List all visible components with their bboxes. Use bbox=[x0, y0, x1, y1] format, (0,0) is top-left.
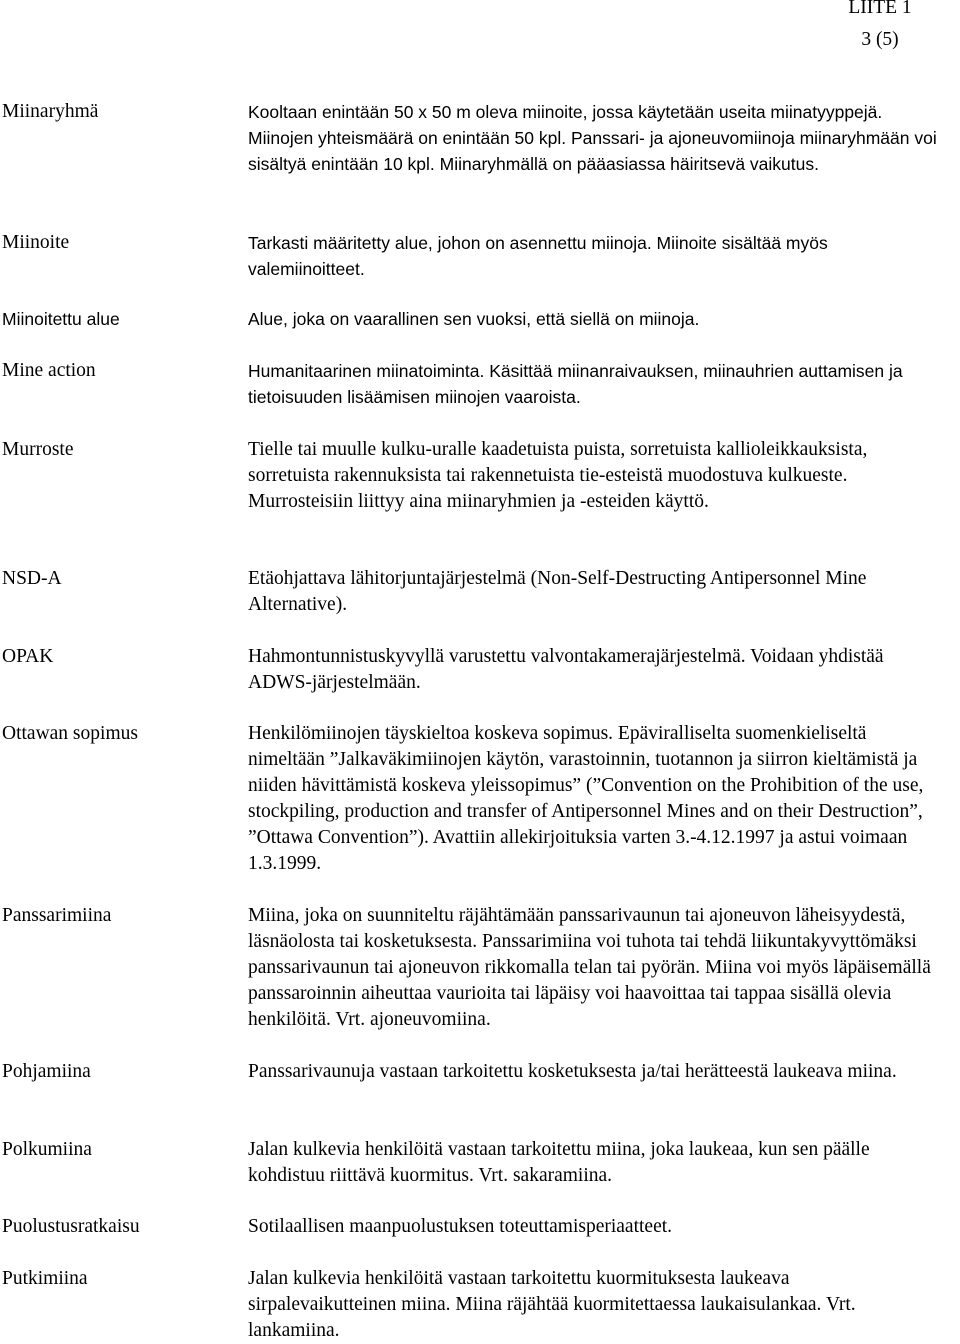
glossary-definition: Humanitaarinen miinatoiminta. Käsittää miinanraivauksen, miinauhrien auttamisen ja tietoisuuden lisäämisen miinojen vaaroista. bbox=[248, 361, 903, 407]
glossary-definition: Sotilaallisen maanpuolustuksen toteuttamisperiaatteet. bbox=[248, 1216, 673, 1237]
glossary-definition: Kooltaan enintään 50 x 50 m oleva miinoite, jossa käytetään useita miinatyyppejä. Miinojen yhteismäärä on enintään 50 kpl. Panssari- ja ajoneuvomiinoja miinaryhmään voi sisältyä enintään 10 kpl. Miinaryhmällä on pääasiassa häiritsevä vaikutus. bbox=[248, 102, 937, 174]
page-header bbox=[820, 0, 940, 56]
glossary-term: OPAK bbox=[2, 646, 54, 667]
glossary-definition: Henkilömiinojen täyskieltoa koskeva sopimus. Epäviralliselta suomenkieliseltä nimeltään ”Jalkaväkimiinojen käytön, varastoinnin, tuotannon ja siirron kieltämistä ja niiden hävittämistä koskeva yleissopimus” (”Convention on the Prohibition of the use, stockpiling, production and transfer of Antipersonnel Mines and on their Destruction”, ”Ottawa Convention”). Avattiin allekirjoituksia varten 3.-4.12.1997 ja astui voimaan 1.3.1999. bbox=[248, 723, 924, 874]
glossary-term: Puolustusratkaisu bbox=[2, 1216, 140, 1237]
glossary-definition: Alue, joka on vaarallinen sen vuoksi, että siellä on miinoja. bbox=[248, 309, 700, 329]
glossary-term: Miinoite bbox=[2, 232, 70, 253]
glossary-definition: Jalan kulkevia henkilöitä vastaan tarkoitettu kuormituksesta laukeava sirpalevaikutteinen miina. Miina räjähtää kuormitettaessa laukaisulankaa. Vrt. lankamiina. bbox=[248, 1268, 856, 1341]
glossary-term: Putkimiina bbox=[2, 1268, 88, 1289]
glossary-term: Pohjamiina bbox=[2, 1061, 91, 1082]
glossary-term: Mine action bbox=[2, 360, 96, 381]
glossary-term: Miinoitettu alue bbox=[2, 309, 120, 329]
glossary-term: Panssarimiina bbox=[2, 905, 112, 926]
glossary-definition: Etäohjattava lähitorjuntajärjestelmä (Non-Self-Destructing Antipersonnel Mine Alternative). bbox=[248, 568, 867, 615]
page-number: 3 (5) bbox=[861, 29, 899, 50]
glossary-definition: Jalan kulkevia henkilöitä vastaan tarkoitettu miina, joka laukeaa, kun sen päälle kohdistuu riittävä kuormitus. Vrt. sakaramiina. bbox=[248, 1139, 870, 1186]
glossary-definition: Miina, joka on suunniteltu räjähtämään panssarivaunun tai ajoneuvon läheisyydestä, läsnäolosta tai kosketuksesta. Panssarimiina voi tuhota tai tehdä liikuntakyvyttömäksi panssarivaunun tai ajoneuvon rikkomalla telan tai pyörän. Miina voi myös läpäisemällä panssaroinnin aiheuttaa vaurioita tai läpäisy voi haavoittaa tai tappaa sisällä olevia henkilöitä. Vrt. ajoneuvomiina. bbox=[248, 905, 931, 1030]
glossary-definition: Tielle tai muulle kulku-uralle kaadetuista puista, sorretuista kallioleikkauksista, sorretuista rakennuksista tai rakennetuista tie-esteistä muodostuva kulkueste. Murrosteisiin liittyy aina miinaryhmien ja -esteiden käyttö. bbox=[248, 439, 868, 512]
glossary-term: NSD-A bbox=[2, 568, 62, 589]
appendix-label: LIITE 1 bbox=[848, 0, 912, 18]
glossary-term: Murroste bbox=[2, 439, 74, 460]
glossary-definition: Tarkasti määritetty alue, johon on asennettu miinoja. Miinoite sisältää myös valemiinoitteet. bbox=[248, 233, 828, 279]
glossary-definition: Panssarivaunuja vastaan tarkoitettu kosketuksesta ja/tai herätteestä laukeava miina. bbox=[248, 1061, 897, 1082]
glossary-definition: Hahmontunnistuskyvyllä varustettu valvontakamerajärjestelmä. Voidaan yhdistää ADWS-järjestelmään. bbox=[248, 646, 884, 693]
glossary-term: Ottawan sopimus bbox=[2, 723, 138, 744]
glossary-term: Polkumiina bbox=[2, 1139, 92, 1160]
glossary-term: Miinaryhmä bbox=[2, 101, 99, 122]
